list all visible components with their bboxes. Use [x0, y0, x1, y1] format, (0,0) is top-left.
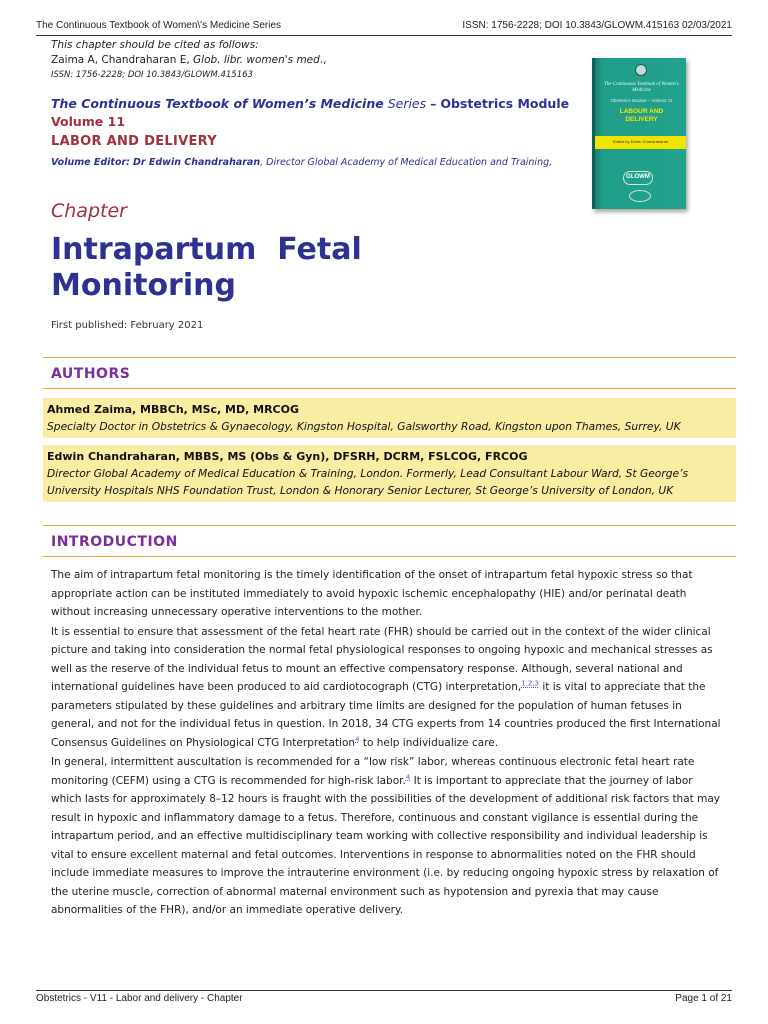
- series-dash: –: [430, 96, 437, 111]
- citation-end: .,: [319, 54, 327, 66]
- chapter-title-line1: Intrapartum Fetal: [51, 232, 362, 267]
- cover-title: The Continuous Textbook of Women's Medicine: [604, 82, 679, 93]
- introduction-body: [51, 566, 721, 921]
- intro-p3-text-a: In general, intermittent auscultation is recommended for a “low risk” labor, whereas continuous electronic fetal heart rate monitoring (CEFM) using a CTG is recommended for high-risk labor.: [51, 756, 695, 787]
- cover-strip-text: Edited by Edwin Chandraharan: [612, 139, 669, 144]
- series-title: The Continuous Textbook of Women’s Medicine: [51, 96, 384, 111]
- footer-page-number: Page 1 of 21: [675, 993, 732, 1004]
- first-published: First published: February 2021: [51, 320, 204, 331]
- intro-p3-text-b: It is important to appreciate that the journey of labor which lasts for approximately 8–12 hours is fraught with the possibilities of the development of additional risk factors that may result in hypoxic and inflammatory damage to a fetus. Therefore, continuous and constant vigilance is essential during the intrapartum period, and an effective multidisciplinary team working with collective responsibility and individual leadership is vital to ensure excellent maternal and fetal outcomes. Interventions in response to abnormalities noted on the FHR should include immediate measures to improve the intrauterine environment (i.e. by reducing ongoing hypoxic stress by relaxation of the uterine muscle, correction of abnormal maternal environment such as hypotension and pyrexia that may cause abnormalities of the FHR), and/or an immediate operative delivery.: [51, 774, 720, 916]
- footer-rule: [36, 990, 732, 991]
- intro-paragraph-1: The aim of intrapartum fetal monitoring is the timely identification of the onset of intrapartum fetal hypoxic stress so that appropriate action can be instituted immediately to avoid hypoxic ischemic encephalopathy (HIE) and/or perinatal death without increasing unnecessary operative interventions to the mother.: [51, 569, 693, 618]
- authors-heading: AUTHORS: [51, 366, 131, 382]
- author-affiliation-line1: Director Global Academy of Medical Education & Training, London. Formerly, Lead Consultant Labour Ward, St George’s: [47, 467, 689, 480]
- volume-number: Volume 11: [51, 114, 126, 129]
- editor-role: , Director Global Academy of Medical Education and Training,: [260, 157, 553, 168]
- citation-link-4[interactable]: 4: [355, 735, 360, 743]
- chapter-title-line2: Monitoring: [51, 268, 236, 303]
- footer-module: Obstetrics - V11 - Labor and delivery - Chapter: [36, 993, 243, 1004]
- authors-heading-bar: [43, 357, 736, 389]
- editor-label: Volume Editor:: [51, 157, 130, 168]
- citation-issn: ISSN: 1756-2228; DOI 10.3843/GLOWM.415163: [51, 70, 253, 80]
- editor-name: Dr Edwin Chandraharan: [133, 157, 261, 168]
- running-header-series: The Continuous Textbook of Women\'s Medicine Series: [36, 20, 281, 31]
- cover-module: Obstetrics Module – Volume 11: [610, 98, 673, 103]
- citation-link-4b[interactable]: 4: [405, 773, 411, 781]
- running-header-issn: ISSN: 1756-2228; DOI 10.3843/GLOWM.415163 02/03/2021: [462, 20, 732, 31]
- intro-p2-text-c: to help individualize care.: [359, 736, 499, 749]
- series-title-line: [51, 95, 591, 113]
- chapter-title: [51, 232, 471, 304]
- citation-authors: Zaima A, Chandraharan E,: [51, 54, 194, 66]
- author-card: [43, 445, 736, 502]
- intro-paragraph-3: [51, 753, 721, 920]
- series-module: Obstetrics Module: [440, 96, 570, 111]
- chapter-label: Chapter: [51, 200, 127, 222]
- author-affiliation-line2: University Hospitals NHS Foundation Trust, London & Honorary Senior Lecturer, St George’s University of London, UK: [47, 484, 674, 497]
- citation-link-1-3[interactable]: 1,2,3: [521, 679, 539, 688]
- header-rule: [36, 35, 732, 36]
- intro-paragraph-2: [51, 623, 721, 753]
- author-name: Edwin Chandraharan, MBBS, MS (Obs & Gyn), DFSRH, DCRM, FSLCOG, FRCOG: [47, 450, 528, 463]
- figo-logo-icon: [629, 190, 651, 202]
- book-cover-image: [592, 58, 686, 209]
- author-name: Ahmed Zaima, MBBCh, MSc, MD, MRCOG: [47, 403, 300, 416]
- intro-p2-text-a: It is essential to ensure that assessment of the fetal heart rate (FHR) should be carried out in the context of the wider clinical picture and taking into consideration the normal fetal physiological responses to ongoing hypoxic and mechanical stresses as well as the reserve of the individual fetus to mount an effective compensatory response. Although, several national and international guidelines have been produced to aid cardiotocograph (CTG) interpretation,: [51, 625, 713, 693]
- volume-editor: [51, 155, 591, 171]
- series-block: [51, 95, 591, 171]
- cover-band: LABOUR AND DELIVERY: [619, 108, 664, 123]
- running-footer: [36, 993, 732, 1004]
- series-word: Series: [387, 96, 427, 111]
- citation-journal: Glob. libr. women's med: [193, 54, 320, 66]
- citation-block: [51, 38, 571, 82]
- intro-p2-text-b: it is vital to appreciate that the parameters stipulated by these guidelines and arbitrary time limits are designed for the population of human fetuses in general, and not for the individual fetus in question. In 2018, 34 CTG experts from 14 countries produced the first International Consensus Guidelines on Physiological CTG Interpretation: [51, 681, 721, 749]
- citation-intro: This chapter should be cited as follows:: [51, 39, 259, 51]
- glowm-logo-icon: [623, 171, 653, 185]
- volume-title: LABOR AND DELIVERY: [51, 134, 217, 149]
- introduction-heading: INTRODUCTION: [51, 534, 178, 550]
- running-header: [36, 20, 732, 34]
- cover-logo-text: GLOWM: [626, 174, 650, 180]
- cover-emblem-icon: [635, 64, 647, 76]
- author-affiliation: Specialty Doctor in Obstetrics & Gynaecology, Kingston Hospital, Galsworthy Road, Kingston upon Thames, Surrey, UK: [47, 420, 681, 433]
- introduction-heading-bar: [43, 525, 736, 557]
- author-card: [43, 398, 736, 438]
- citation-reference: [51, 52, 571, 68]
